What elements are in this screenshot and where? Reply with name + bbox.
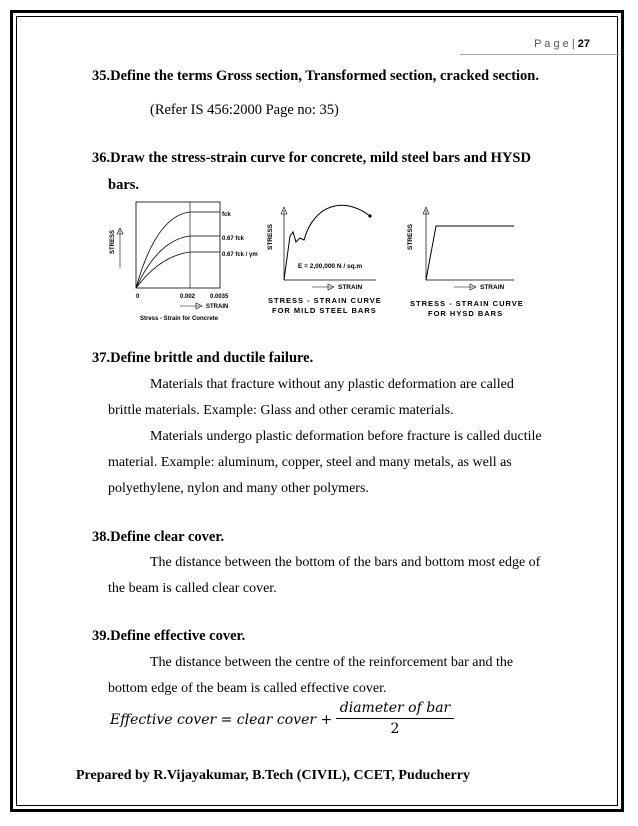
concrete-level-067fck: 0.67 fck xyxy=(222,236,245,242)
figure-mild-steel xyxy=(267,205,382,315)
question-38-title: 38.Define clear cover. xyxy=(92,529,225,545)
question-37-line: Materials undergo plastic deformation before fracture is called ductile xyxy=(150,429,542,444)
concrete-caption: Stress - Strain for Concrete xyxy=(140,316,219,322)
hysd-caption-line1: STRESS - STRAIN CURVE xyxy=(410,299,524,308)
formula-lhs: Effective cover = clear cover + xyxy=(110,712,333,728)
question-36-title-line1: 36.Draw the stress-strain curve for concrete, mild steel bars and HYSD xyxy=(92,150,531,166)
concrete-tick-0002: 0.002 xyxy=(180,294,196,300)
mild-fracture-point xyxy=(368,214,371,217)
question-37-title: 37.Define brittle and ductile failure. xyxy=(92,350,314,366)
mild-xlabel: STRAIN xyxy=(338,284,363,291)
hysd-caption-line2: FOR HYSD BARS xyxy=(428,309,504,318)
concrete-ylabel: STRESS xyxy=(110,229,116,254)
figure-concrete xyxy=(110,202,258,322)
question-37-line: material. Example: aluminum, copper, steel and many metals, as well as xyxy=(108,455,512,470)
concrete-tick-0: 0 xyxy=(136,294,140,300)
concrete-curve-design xyxy=(136,252,220,288)
concrete-curve-fck xyxy=(136,212,220,288)
concrete-level-fck: fck xyxy=(222,212,231,218)
formula-fraction xyxy=(336,700,454,737)
mild-modulus: E = 2,00,000 N / sq.m xyxy=(298,263,363,270)
question-39-line: The distance between the centre of the reinforcement bar and the xyxy=(150,655,514,670)
question-39-line: bottom edge of the beam is called effective cover. xyxy=(108,681,387,696)
page-footer: Prepared by R.Vijayakumar, B.Tech (CIVIL), CCET, Puducherry xyxy=(76,768,470,783)
question-35-title: 35.Define the terms Gross section, Transformed section, cracked section. xyxy=(92,68,540,84)
page-header xyxy=(440,38,590,50)
concrete-level-design: 0.67 fck / γm xyxy=(222,252,258,258)
formula-numerator: diameter of bar xyxy=(339,700,451,716)
page-separator: | xyxy=(571,38,575,50)
question-37-line: brittle materials. Example: Glass and other ceramic materials. xyxy=(108,403,454,418)
question-37-line: Materials that fracture without any plastic deformation are called xyxy=(150,377,514,392)
page-number: 27 xyxy=(577,38,590,50)
hysd-curve xyxy=(426,226,514,280)
concrete-xlabel: STRAIN xyxy=(206,304,229,310)
question-37-line: polyethylene, nylon and many other polymers. xyxy=(108,481,369,496)
question-38-line: The distance between the bottom of the bars and bottom most edge of xyxy=(150,555,541,570)
header-rule xyxy=(460,54,620,55)
mild-caption-line2: FOR MILD STEEL BARS xyxy=(272,306,377,315)
question-38-line: the beam is called clear cover. xyxy=(108,581,277,596)
concrete-tick-00035: 0.0035 xyxy=(210,294,229,300)
page-word: P a g e xyxy=(534,38,569,50)
formula-denominator: 2 xyxy=(390,721,400,737)
formula-fraction-bar xyxy=(336,718,454,719)
concrete-frame xyxy=(136,202,220,288)
mild-caption-line1: STRESS - STRAIN CURVE xyxy=(268,296,382,305)
mild-ylabel: STRESS xyxy=(267,223,274,250)
hysd-xlabel: STRAIN xyxy=(480,284,505,291)
stress-strain-figures xyxy=(100,190,540,325)
question-35-reference: (Refer IS 456:2000 Page no: 35) xyxy=(150,102,339,118)
question-39-title: 39.Define effective cover. xyxy=(92,628,246,644)
figure-hysd xyxy=(407,207,524,318)
hysd-ylabel: STRESS xyxy=(407,223,414,250)
question-36-title-line2: bars. xyxy=(108,177,140,193)
concrete-curve-067fck xyxy=(136,236,220,288)
